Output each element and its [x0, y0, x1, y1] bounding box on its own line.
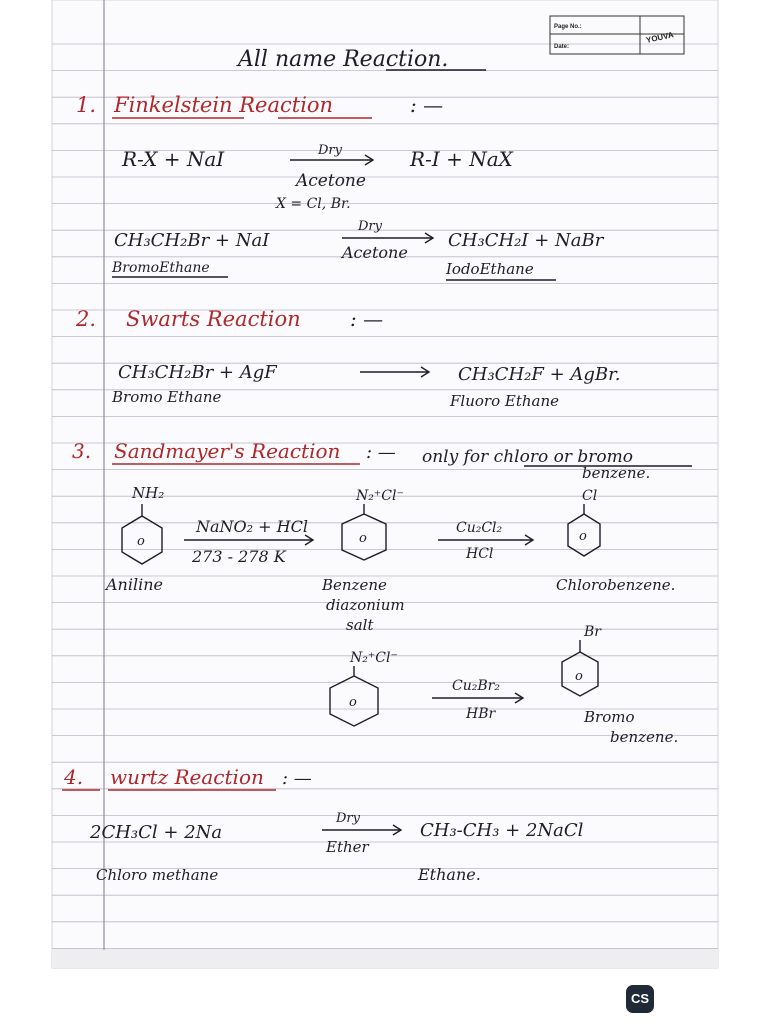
step3-below: HBr — [466, 706, 496, 722]
wurtz-heading: wurtz Reaction — [110, 765, 264, 789]
sandmeyer-number: 3. — [72, 439, 92, 463]
bromobenzene-ring-center: o — [575, 669, 583, 684]
wurtz-eq-below: Ether — [326, 838, 369, 856]
chlorobenzene-name: Chlorobenzene. — [556, 576, 676, 594]
bromobenzene-name-1: Bromo — [584, 708, 635, 726]
swarts-eq-left: CH₃CH₂Br + AgF — [118, 362, 277, 383]
step2-below: HCl — [466, 546, 494, 562]
brand-logo: YOUVA — [645, 30, 675, 45]
finkelstein-eq2-below: Acetone — [342, 243, 408, 262]
wurtz-number: 4. — [64, 765, 84, 789]
bromoethane-swarts-label: Bromo Ethane — [112, 388, 222, 406]
fluoroethane-label: Fluoro Ethane — [450, 392, 559, 410]
wurtz-eq-above: Dry — [336, 811, 360, 826]
sandmeyer-heading: Sandmayer's Reaction — [114, 439, 341, 463]
finkelstein-heading: Finkelstein Reaction — [114, 93, 334, 117]
chlorobenzene-ring-center: o — [579, 529, 587, 544]
finkelstein-heading-suffix: : — — [410, 93, 444, 117]
bromoethane-label: BromoEthane — [112, 260, 210, 276]
page-no-label: Page No.: — [554, 24, 582, 30]
finkelstein-eq2-above: Dry — [358, 219, 382, 234]
finkelstein-eq1-left: R-X + NaI — [122, 147, 225, 171]
diazonium-ring-2-center: o — [349, 695, 357, 710]
camscanner-badge: CS — [626, 985, 654, 1013]
diazo-group-2: N₂⁺Cl⁻ — [350, 650, 398, 666]
finkelstein-eq2-left: CH₃CH₂Br + NaI — [114, 230, 270, 251]
aniline-group: NH₂ — [132, 484, 165, 502]
sandmeyer-heading-suffix: : — — [366, 442, 396, 463]
swarts-heading: Swarts Reaction — [126, 307, 301, 331]
wurtz-heading-suffix: : — — [282, 768, 312, 789]
finkelstein-eq1-right: R-I + NaX — [410, 147, 513, 171]
swarts-heading-suffix: : — — [350, 307, 384, 331]
diazo-group: N₂⁺Cl⁻ — [356, 488, 404, 504]
step1-below: 273 - 278 K — [192, 547, 286, 566]
finkelstein-eq1-note: X = Cl, Br. — [276, 196, 351, 212]
diazonium-name-1: Benzene — [322, 576, 387, 594]
swarts-number: 2. — [76, 307, 97, 331]
ethane-label: Ethane. — [418, 865, 481, 884]
iodoethane-label: IodoEthane — [446, 260, 534, 278]
finkelstein-number: 1. — [76, 93, 97, 117]
aniline-name: Aniline — [106, 575, 163, 594]
chloromethane-label: Chloro methane — [96, 866, 219, 884]
step1-above: NaNO₂ + HCl — [196, 517, 308, 536]
step2-above: Cu₂Cl₂ — [456, 520, 503, 536]
chloro-group: Cl — [582, 488, 598, 504]
wurtz-eq-left: 2CH₃Cl + 2Na — [90, 822, 223, 843]
swarts-eq-right: CH₃CH₂F + AgBr. — [458, 364, 621, 385]
step3-above: Cu₂Br₂ — [452, 678, 500, 694]
sandmeyer-note-line1: only for chloro or bromo — [422, 447, 633, 467]
finkelstein-eq1-above: Dry — [318, 143, 342, 158]
date-label: Date: — [554, 44, 570, 50]
bromobenzene-name-2: benzene. — [610, 728, 679, 746]
diazonium-name-2: diazonium — [326, 596, 405, 614]
finkelstein-eq1-below: Acetone — [296, 171, 366, 191]
diazonium-ring-center: o — [359, 531, 367, 546]
diazonium-name-3: salt — [346, 616, 374, 634]
wurtz-eq-right: CH₃-CH₃ + 2NaCl — [420, 820, 584, 841]
paper-bottom-edge — [52, 948, 718, 968]
aniline-ring-center: o — [137, 534, 145, 549]
page-title: All name Reaction. — [238, 47, 449, 72]
sandmeyer-note-line2: benzene. — [582, 464, 651, 482]
bromo-group: Br — [584, 624, 601, 640]
finkelstein-eq2-right: CH₃CH₂I + NaBr — [448, 230, 604, 251]
